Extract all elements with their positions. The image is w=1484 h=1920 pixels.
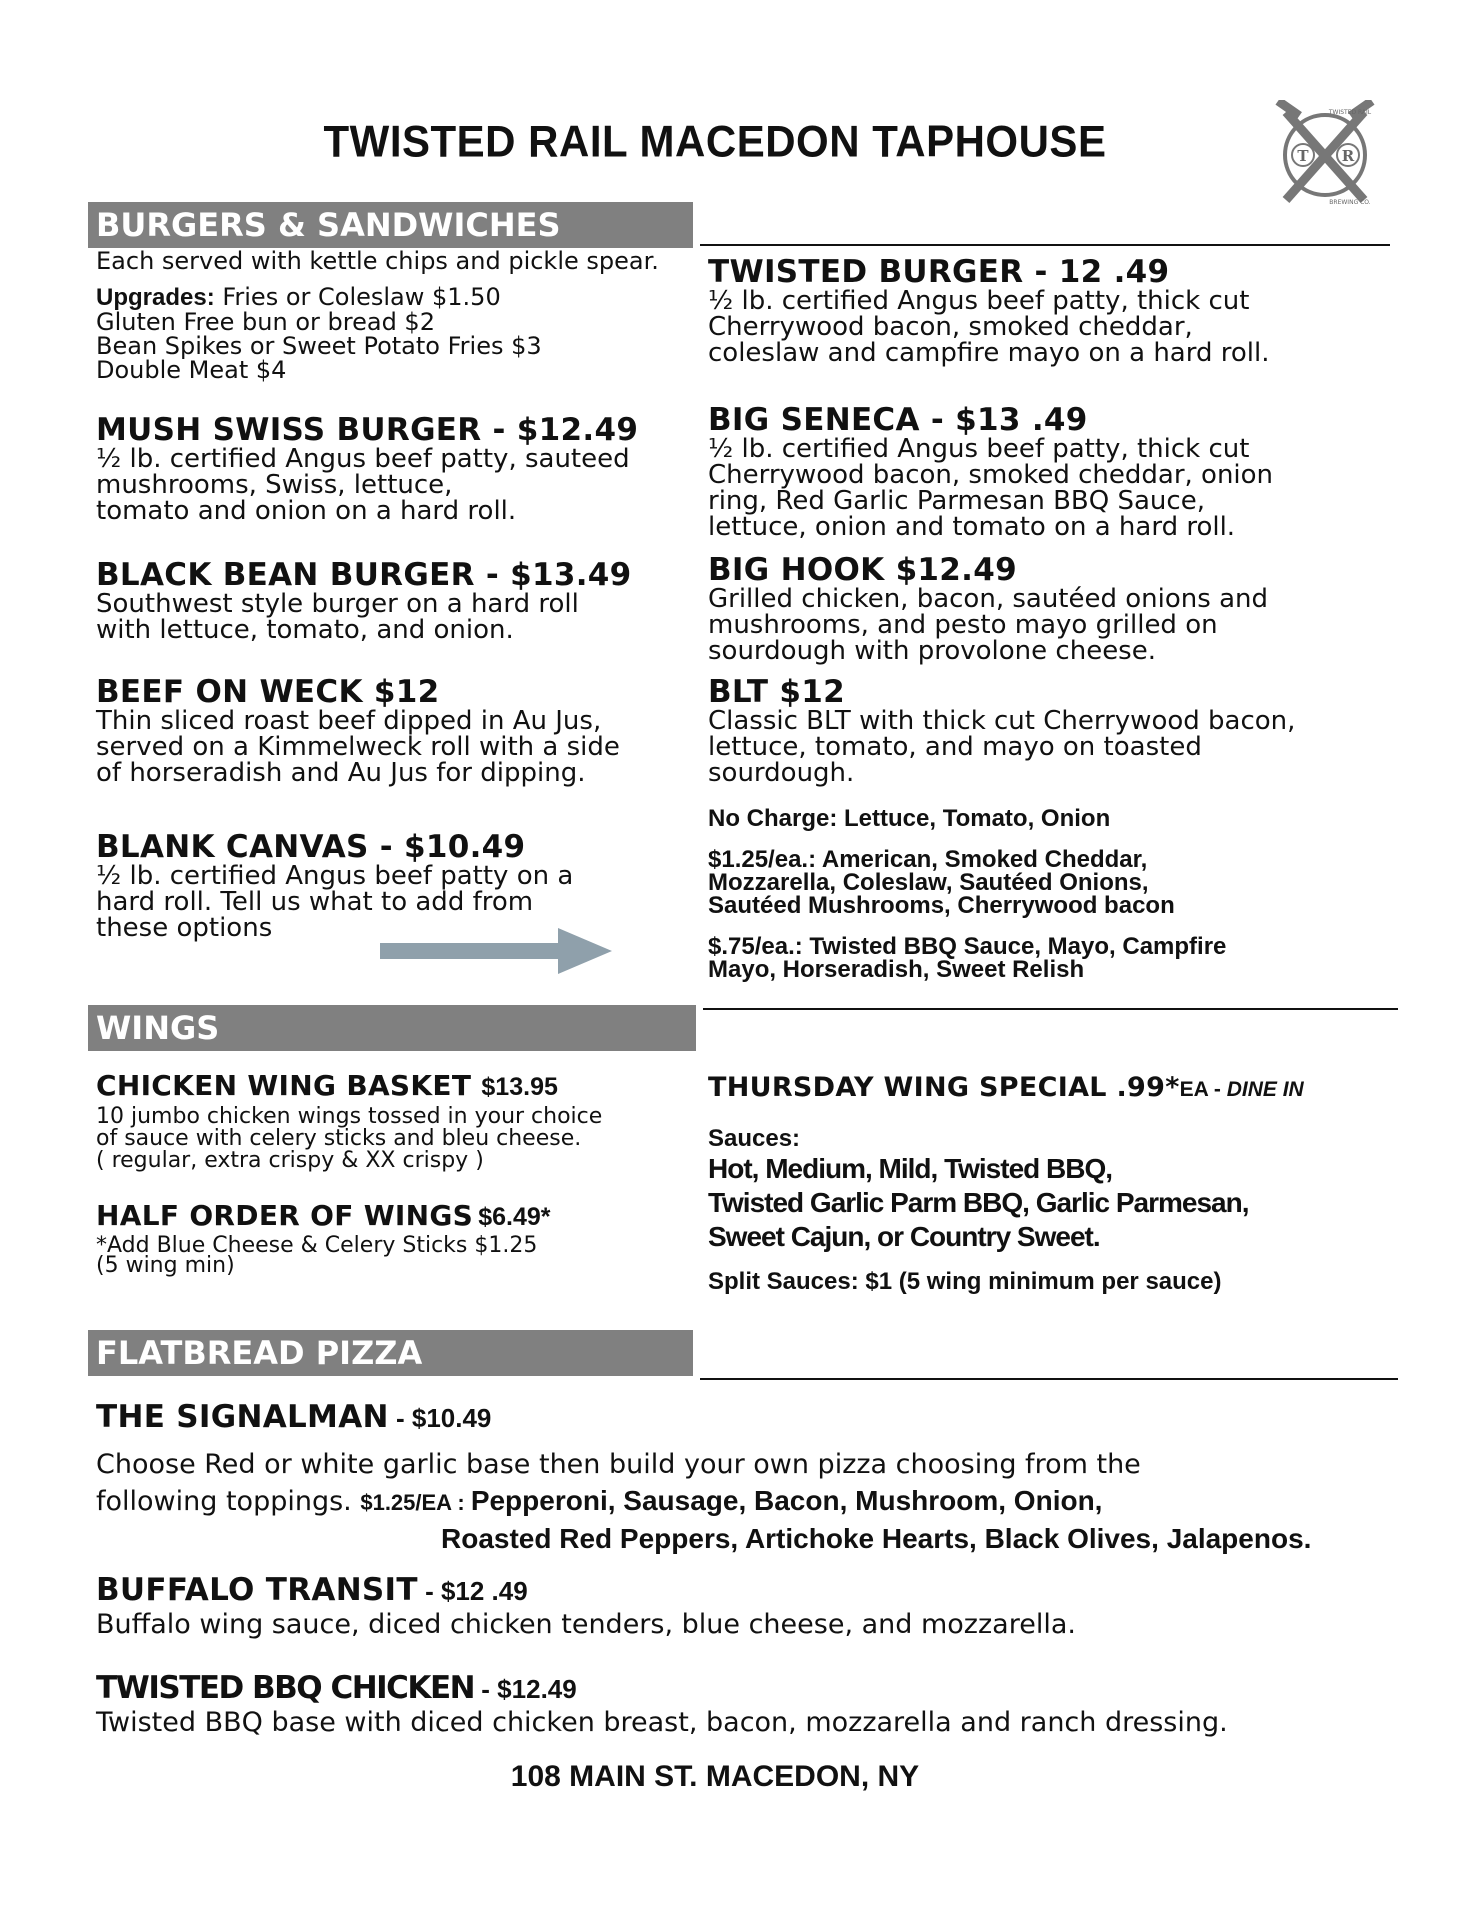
section-heading-wings: WINGS (88, 1005, 696, 1051)
desc-line: mushrooms, Swiss, lettuce, (96, 470, 453, 500)
menu-item-big-seneca (708, 402, 1398, 542)
item-name: MUSH SWISS BURGER - $12.49 (96, 412, 639, 448)
desc-line: with lettuce, tomato, and onion. (96, 615, 514, 645)
topping-list: Roasted Red Peppers, Artichoke Hearts, Black Olives, Jalapenos. (441, 1523, 1312, 1554)
item-desc (96, 591, 696, 643)
desc-line: ½ lb. certified Angus beef patty, sauteed (96, 444, 630, 474)
section-heading-pizza: FLATBREAD PIZZA (88, 1330, 693, 1376)
option-line: Mozzarella, Coleslaw, Sautéed Onions, (708, 869, 1149, 896)
item-name: BLT $12 (708, 674, 845, 710)
desc-line: mushrooms, and pesto mayo grilled on (708, 610, 1218, 640)
menu-item-buffalo-transit (96, 1572, 528, 1608)
arrow-right-icon (380, 928, 612, 976)
desc-line: sourdough. (708, 758, 855, 788)
special-name: THURSDAY WING SPECIAL .99* (708, 1072, 1180, 1103)
item-name: BEEF ON WECK $12 (96, 674, 440, 710)
section-rule (700, 244, 1390, 246)
desc-line: *Add Blue Cheese & Celery Sticks $1.25 (96, 1233, 538, 1258)
item-desc (708, 708, 1398, 786)
svg-text:T: T (1297, 147, 1309, 165)
item-name: BUFFALO TRANSIT (96, 1572, 418, 1608)
options-tier-1 (708, 848, 1175, 917)
item-desc (708, 436, 1398, 540)
bbq-desc: Twisted BBQ base with diced chicken breast, bacon, mozzarella and ranch dressing. (96, 1707, 1228, 1738)
signalman-desc (96, 1447, 1311, 1557)
topping-price: $1.25/EA : (360, 1490, 471, 1515)
item-price: $13.95 (481, 1073, 558, 1101)
sauce-line: Twisted Garlic Parm BBQ, Garlic Parmesan, (708, 1187, 1249, 1218)
item-price: - $12 .49 (417, 1576, 528, 1606)
desc-line: 10 jumbo chicken wings tossed in your choice (96, 1104, 603, 1129)
upgrades-block (96, 285, 542, 382)
options-no-charge: No Charge: Lettuce, Tomato, Onion (708, 805, 1111, 832)
desc-line: Thin sliced roast beef dipped in Au Jus, (96, 706, 602, 736)
item-desc (708, 288, 1398, 366)
menu-item-beef-on-weck (96, 674, 696, 788)
desc-line: Cherrywood bacon, smoked cheddar, (708, 312, 1193, 342)
menu-item-half-wings (96, 1200, 696, 1276)
menu-item-blank-canvas (96, 829, 696, 943)
option-line: $1.25/ea.: American, Smoked Cheddar, (708, 846, 1148, 873)
desc-line: ring, Red Garlic Parmesan BBQ Sauce, (708, 486, 1205, 516)
item-name: BLANK CANVAS - $10.49 (96, 829, 526, 865)
item-name: CHICKEN WING BASKET (96, 1069, 472, 1102)
sauce-line: Hot, Medium, Mild, Twisted BBQ, (708, 1153, 1113, 1184)
buffalo-desc: Buffalo wing sauce, diced chicken tenders, blue cheese, and mozzarella. (96, 1609, 1076, 1640)
item-name: BLACK BEAN BURGER - $13.49 (96, 557, 632, 593)
section-rule (703, 1008, 1398, 1010)
section-rule (700, 1378, 1398, 1380)
desc-line: Classic BLT with thick cut Cherrywood bacon, (708, 706, 1296, 736)
option-line: Sautéed Mushrooms, Cherrywood bacon (708, 892, 1175, 919)
menu-item-twisted-burger (708, 254, 1398, 368)
desc-line: lettuce, tomato, and mayo on toasted (708, 732, 1202, 762)
item-name: BIG HOOK $12.49 (708, 552, 1017, 588)
topping-list: Pepperoni, Sausage, Bacon, Mushroom, Onion, (470, 1485, 1103, 1516)
sauce-line: Sweet Cajun, or Country Sweet. (708, 1221, 1100, 1252)
footer-address: 108 MAIN ST. MACEDON, NY (510, 1760, 920, 1793)
item-desc (96, 1106, 696, 1172)
item-price: $6.49* (478, 1203, 551, 1231)
menu-item-wing-basket (96, 1070, 696, 1172)
item-desc (708, 586, 1398, 664)
desc-line: Choose Red or white garlic base then build your own pizza choosing from the (96, 1449, 1141, 1480)
desc-line: ( regular, extra crispy & XX crispy ) (96, 1148, 484, 1173)
desc-line: ½ lb. certified Angus beef patty on a (96, 861, 574, 891)
desc-line: hard roll. Tell us what to add from (96, 887, 534, 917)
item-desc (96, 1233, 696, 1278)
desc-line: of horseradish and Au Jus for dipping. (96, 758, 586, 788)
desc-line: lettuce, onion and tomato on a hard roll. (708, 512, 1236, 542)
upgrade-line: Gluten Free bun or bread $2 (96, 308, 435, 336)
desc-line: following toppings. (96, 1486, 361, 1517)
menu-item-blt (708, 674, 1398, 788)
item-name: THE SIGNALMAN (96, 1399, 389, 1435)
desc-line: Grilled chicken, bacon, sautéed onions and (708, 584, 1268, 614)
item-desc (96, 446, 696, 524)
options-tier-2 (708, 935, 1226, 981)
desc-line: Cherrywood bacon, smoked cheddar, onion (708, 460, 1274, 490)
menu-item-mush-swiss (96, 412, 696, 526)
upgrade-line: Double Meat $4 (96, 356, 287, 384)
item-desc (96, 708, 696, 786)
burgers-intro: Each served with kettle chips and pickle spear. (96, 247, 659, 275)
svg-text:BREWING CO.: BREWING CO. (1329, 199, 1371, 206)
item-name: BIG SENECA - $13 .49 (708, 402, 1088, 438)
menu-title: TWISTED RAIL MACEDON TAPHOUSE (323, 116, 1107, 167)
desc-line: (5 wing min) (96, 1253, 235, 1278)
desc-line: ½ lb. certified Angus beef patty, thick cut (708, 286, 1250, 316)
desc-line: these options (96, 913, 273, 943)
menu-item-big-hook (708, 552, 1398, 666)
desc-line: Southwest style burger on a hard roll (96, 589, 579, 619)
svg-text:R: R (1341, 147, 1355, 165)
special-dine-in: DINE IN (1226, 1078, 1304, 1101)
item-name: HALF ORDER OF WINGS (96, 1199, 474, 1232)
split-sauces: Split Sauces: $1 (5 wing minimum per sauce) (708, 1268, 1222, 1295)
desc-line: tomato and onion on a hard roll. (96, 496, 517, 526)
crossed-rail-spikes-icon (1268, 100, 1383, 210)
item-price: - $10.49 (388, 1403, 492, 1433)
desc-line: ½ lb. certified Angus beef patty, thick cut (708, 434, 1250, 464)
upgrade-line: Bean Spikes or Sweet Potato Fries $3 (96, 332, 542, 360)
upgrades-label: Upgrades: (96, 284, 215, 311)
special-ea: EA - (1179, 1078, 1227, 1101)
menu-item-signalman (96, 1399, 492, 1435)
menu-item-black-bean (96, 557, 696, 645)
item-name: TWISTED BURGER - 12 .49 (708, 254, 1170, 290)
upgrade-line: Fries or Coleslaw $1.50 (222, 283, 501, 311)
desc-line: coleslaw and campfire mayo on a hard roll. (708, 338, 1270, 368)
desc-line: served on a Kimmelweck roll with a side (96, 732, 620, 762)
desc-line: sourdough with provolone cheese. (708, 636, 1156, 666)
desc-line: of sauce with celery sticks and bleu cheese. (96, 1126, 582, 1151)
menu-item-bbq-chicken (96, 1670, 577, 1706)
item-price: - $12.49 (474, 1674, 577, 1704)
option-line: $.75/ea.: Twisted BBQ Sauce, Mayo, Campfire (708, 933, 1227, 960)
sauces-label: Sauces: (708, 1125, 801, 1152)
section-heading-burgers: BURGERS & SANDWICHES (88, 202, 693, 248)
wing-special (708, 1072, 1304, 1103)
svg-text:TWISTED RAIL: TWISTED RAIL (1328, 109, 1372, 116)
option-line: Mayo, Horseradish, Sweet Relish (708, 956, 1085, 983)
item-name: TWISTED BBQ CHICKEN (96, 1670, 475, 1706)
sauces-list (708, 1152, 1249, 1254)
